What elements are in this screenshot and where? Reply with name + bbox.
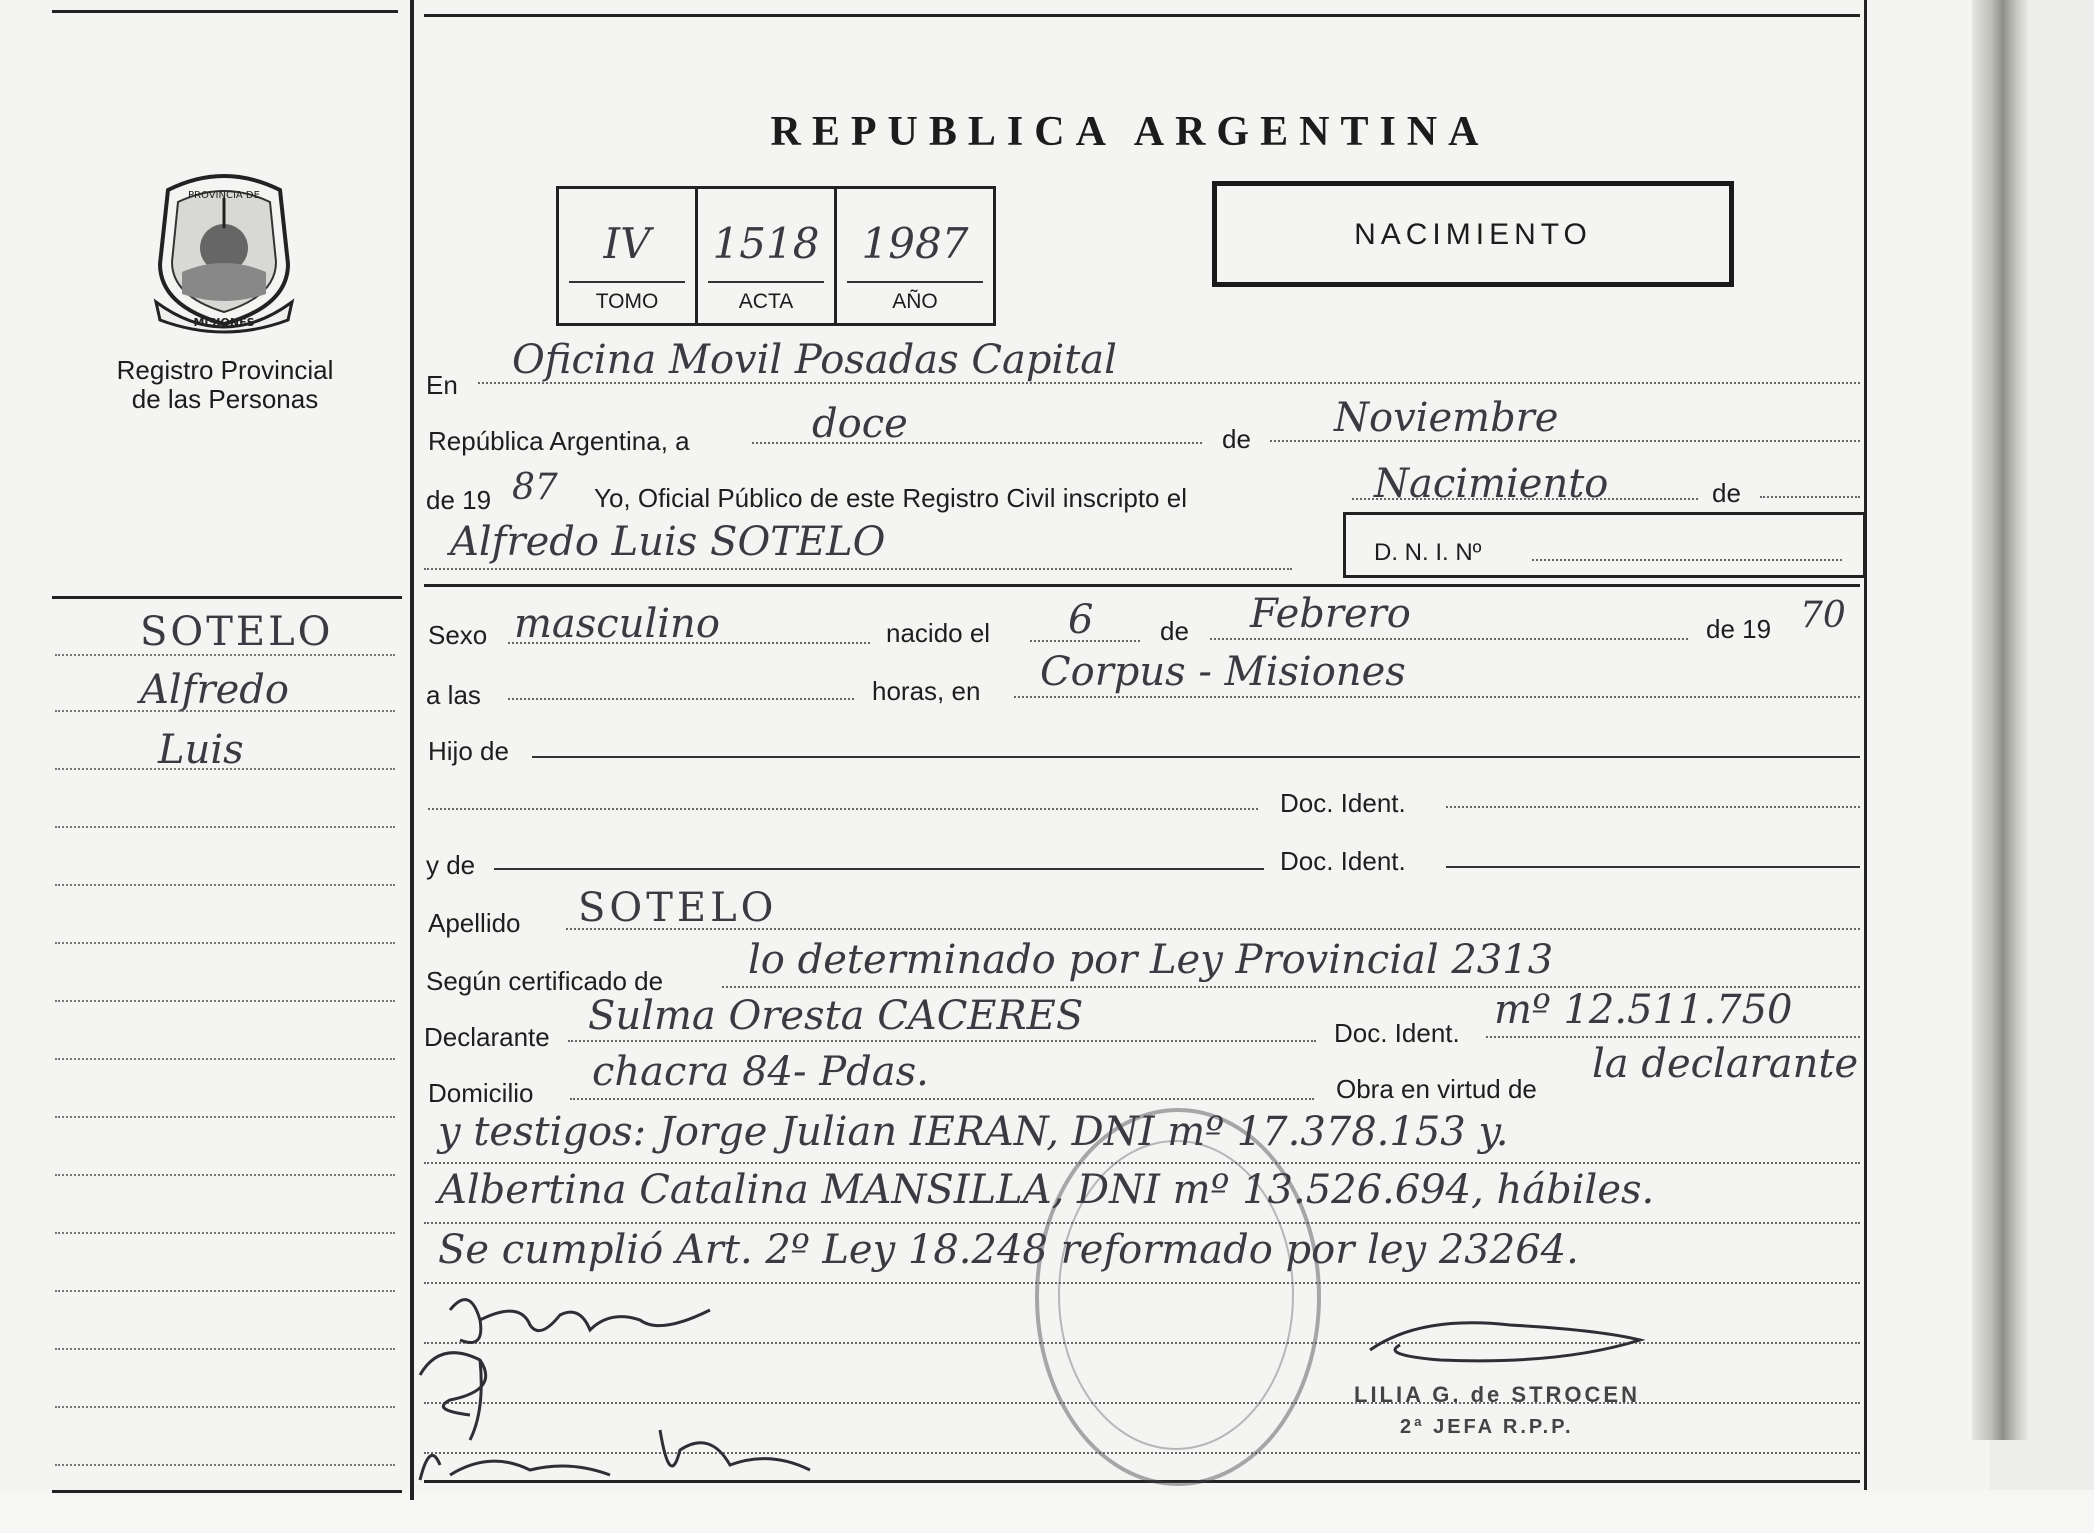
label-apellido: Apellido	[428, 908, 521, 938]
value-dia: doce	[812, 401, 908, 447]
anio-value: 1987	[861, 219, 969, 268]
value-line-3: Se cumplió Art. 2º Ley 18.248 reformado por ley 23264.	[438, 1227, 1579, 1273]
label-doc-ident-2: Doc. Ident.	[1280, 846, 1406, 876]
label-segun: Según certificado de	[426, 966, 664, 996]
label-doc-ident-1: Doc. Ident.	[1280, 788, 1406, 818]
value-lugar: Oficina Movil Posadas Capital	[512, 337, 1117, 383]
label-de-2: de	[1712, 478, 1741, 508]
line-nac-mes	[1210, 638, 1688, 640]
lower-page-edge	[0, 1490, 2094, 1533]
office-name-line-1: Registro Provincial	[116, 355, 334, 385]
line-domicilio	[570, 1098, 1314, 1100]
label-domicilio: Domicilio	[428, 1078, 534, 1108]
label-y-de: y de	[426, 850, 476, 880]
value-declarante-doc: mº 12.511.750	[1494, 987, 1793, 1033]
top-rule-left	[52, 10, 398, 13]
value-anio: 87	[512, 467, 558, 508]
value-nac-anio: 70	[1800, 595, 1846, 636]
line-hijo-de	[532, 756, 1860, 758]
registry-box	[556, 186, 996, 326]
act-type-box	[1212, 181, 1734, 287]
label-hijo-de: Hijo de	[428, 736, 509, 766]
value-domicilio: chacra 84- Pdas.	[592, 1049, 929, 1095]
value-declarante: Sulma Oresta CACERES	[588, 993, 1084, 1039]
document-title: REPUBLICA ARGENTINA	[770, 109, 1490, 155]
line-de-2	[1760, 496, 1860, 498]
label-de-1: de	[1222, 424, 1251, 454]
act-type: NACIMIENTO	[1354, 218, 1592, 251]
value-apellido: SOTELO	[578, 885, 778, 931]
header-separator	[424, 584, 1860, 587]
acta-label: ACTA	[738, 290, 794, 313]
witness-signature	[470, 1444, 713, 1470]
dni-box	[1343, 512, 1866, 578]
margin-surname: SOTELO	[140, 609, 334, 655]
value-obra: la declarante	[1592, 1041, 1859, 1087]
registry-cell-anio	[837, 189, 993, 323]
line-lugar-nac	[1014, 696, 1860, 698]
value-nac-dia: 6	[1068, 597, 1094, 643]
label-doc-ident-3: Doc. Ident.	[1334, 1018, 1460, 1048]
seal-top-text: PROVINCIA DE	[188, 190, 260, 201]
official-signature-icon	[1360, 1310, 1660, 1380]
official-title: 2ª JEFA R.P.P.	[1400, 1416, 1574, 1438]
line-padre	[428, 808, 1258, 810]
official-name: LILIA G. de STROCEN	[1354, 1382, 1640, 1407]
line-declarante	[568, 1040, 1316, 1042]
line-nombre	[424, 568, 1292, 570]
bottom-rule-left	[52, 1490, 402, 1493]
value-sexo: masculino	[514, 601, 720, 647]
label-horas-en: horas, en	[872, 676, 981, 706]
top-rule-right	[424, 14, 1860, 17]
value-line-1: y testigos: Jorge Julian IERAN, DNI mº 17.378.153 y.	[438, 1109, 1509, 1155]
value-nac-mes: Febrero	[1250, 591, 1411, 637]
value-mes: Noviembre	[1334, 395, 1559, 441]
label-dni: D. N. I. Nº	[1374, 539, 1482, 566]
line-doc-1	[1446, 806, 1860, 808]
label-de-3: de	[1160, 616, 1189, 646]
line-horas	[508, 698, 854, 700]
line-doc-3	[1486, 1036, 1860, 1038]
margin-divider	[410, 0, 414, 1500]
seal-bottom-text: MISIONES	[193, 316, 255, 329]
value-nombre: Alfredo Luis SOTELO	[450, 519, 886, 565]
office-name	[85, 356, 365, 414]
value-inscripcion: Nacimiento	[1374, 461, 1609, 507]
label-oficial: Yo, Oficial Público de este Registro Civil inscripto el	[594, 483, 1187, 513]
value-certificado: lo determinado por Ley Provincial 2313	[748, 937, 1554, 983]
label-a-las: a las	[426, 680, 481, 710]
line-madre	[494, 868, 1264, 870]
label-declarante: Declarante	[424, 1022, 550, 1052]
label-obra: Obra en virtud de	[1336, 1074, 1537, 1104]
acta-value: 1518	[712, 219, 820, 268]
label-de-19b: de 19	[1706, 614, 1772, 644]
right-border	[1864, 0, 1867, 1490]
label-republica: República Argentina, a	[428, 426, 690, 456]
tomo-value: IV	[603, 219, 651, 268]
margin-middle-name: Luis	[158, 727, 244, 773]
book-binding	[1972, 0, 2028, 1440]
label-en: En	[426, 370, 458, 400]
line-doc-2	[1446, 866, 1860, 868]
registry-cell-tomo	[559, 189, 698, 323]
anio-label: AÑO	[892, 290, 938, 313]
registry-cell-acta	[698, 189, 837, 323]
official-stamp-inner	[1058, 1140, 1294, 1450]
label-sexo: Sexo	[428, 620, 488, 650]
label-de-19: de 19	[426, 485, 492, 515]
value-line-2: Albertina Catalina MANSILLA, DNI mº 13.526.694, hábiles.	[438, 1167, 1655, 1213]
label-nacido: nacido el	[886, 618, 991, 648]
value-lugar-nac: Corpus - Misiones	[1040, 649, 1406, 695]
margin-separator	[52, 596, 402, 599]
margin-first-name: Alfredo	[140, 667, 289, 713]
tomo-label: TOMO	[595, 290, 659, 313]
office-name-line-2: de las Personas	[131, 384, 319, 414]
provincial-seal-icon	[148, 168, 300, 336]
